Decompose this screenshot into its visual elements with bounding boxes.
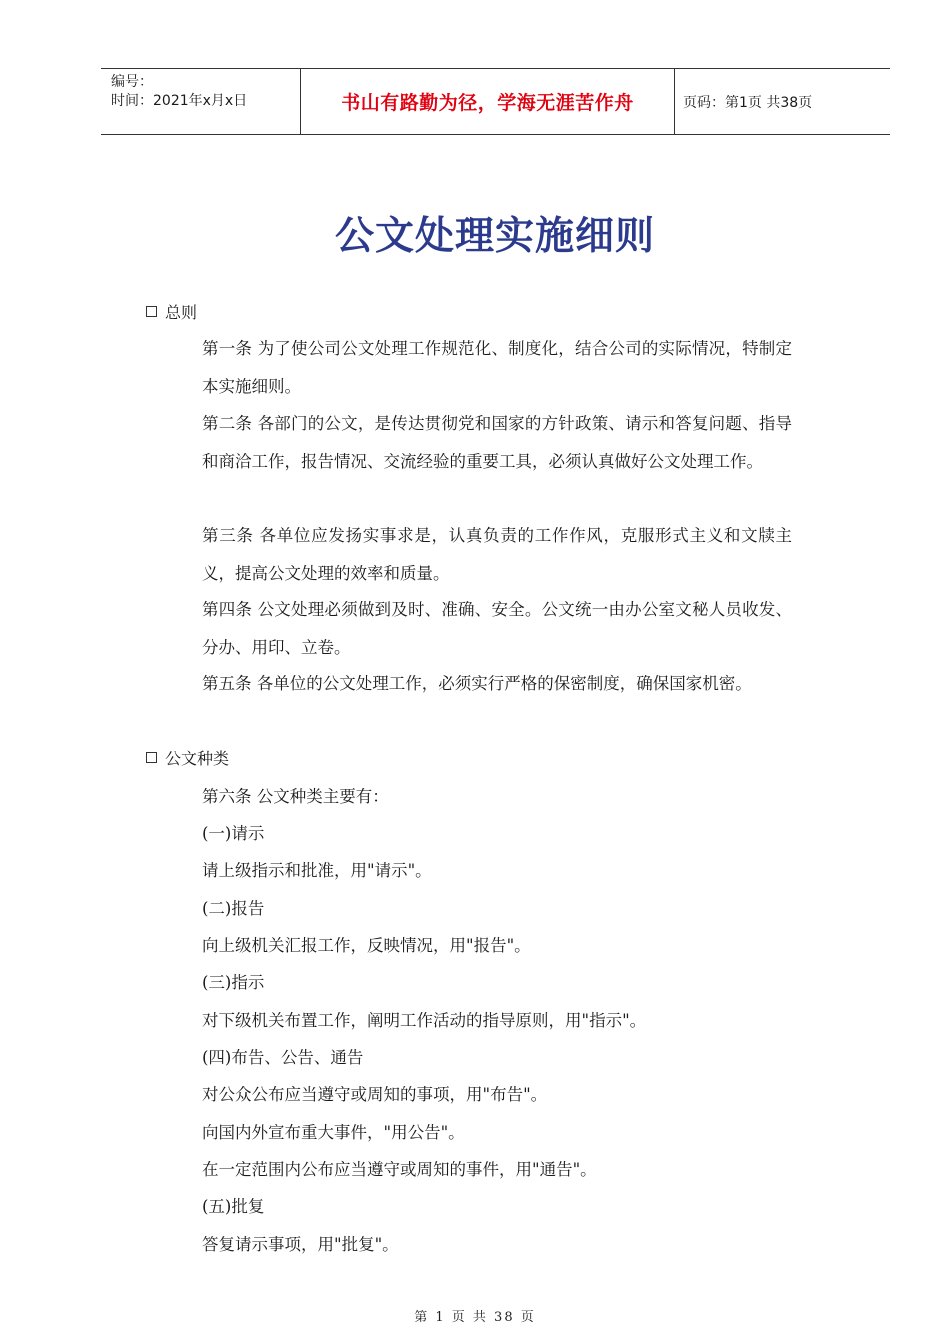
checkbox-square-icon <box>146 306 157 317</box>
type-heading-instruction: (三)指示 <box>202 973 265 992</box>
type-desc-notice-2: 向国内外宣布重大事件，"用公告"。 <box>202 1123 465 1142</box>
article-5: 第五条 各单位的公文处理工作，必须实行严格的保密制度，确保国家机密。 <box>202 674 752 693</box>
type-desc-reply: 答复请示事项，用"批复"。 <box>202 1235 399 1254</box>
header-meta <box>101 69 301 134</box>
article-4: 第四条 公文处理必须做到及时、准确、安全。公文统一由办公室文秘人员收发、分办、用印、立卷。 <box>202 600 792 657</box>
type-heading-report: (二)报告 <box>202 899 265 918</box>
page-footer: 第 1 页 共 38 页 <box>414 1310 536 1325</box>
type-desc-request: 请上级指示和批准，用"请示"。 <box>202 861 432 880</box>
type-heading-reply: (五)批复 <box>202 1197 265 1216</box>
header-time: 时间：2021年x月x日 <box>111 93 248 109</box>
type-desc-report: 向上级机关汇报工作，反映情况，用"报告"。 <box>202 936 531 955</box>
section-heading-label: 总则 <box>165 303 198 322</box>
document-title: 公文处理实施细则 <box>334 214 655 259</box>
article-2: 第二条 各部门的公文，是传达贯彻党和国家的方针政策、请示和答复问题、指导和商洽工作，报告情况、交流经验的重要工具，必须认真做好公文处理工作。 <box>202 414 792 471</box>
article-3: 第三条 各单位应发扬实事求是，认真负责的工作作风，克服形式主义和文牍主义，提高公文处理的效率和质量。 <box>202 526 792 583</box>
header-motto: 书山有路勤为径，学海无涯苦作舟 <box>301 69 675 134</box>
article-1: 第一条 为了使公司公文处理工作规范化、制度化，结合公司的实际情况，特制定本实施细则。 <box>202 339 792 396</box>
type-desc-instruction: 对下级机关布置工作，阐明工作活动的指导原则，用"指示"。 <box>202 1011 647 1030</box>
header-number: 编号： <box>111 74 153 90</box>
checkbox-square-icon <box>146 752 157 763</box>
type-desc-notice-3: 在一定范围内公布应当遵守或周知的事件，用"通告"。 <box>202 1160 597 1179</box>
section-heading-label: 公文种类 <box>165 749 230 768</box>
section-heading-types <box>146 746 229 769</box>
type-desc-notice-1: 对公众公布应当遵守或周知的事项，用"布告"。 <box>202 1085 548 1104</box>
section-heading-general <box>146 300 197 323</box>
document-header <box>101 68 890 135</box>
type-heading-request: (一)请示 <box>202 824 265 843</box>
type-heading-notice: (四)布告、公告、通告 <box>202 1048 364 1067</box>
header-page-number: 页码：第1页 共38页 <box>683 94 813 111</box>
article-6: 第六条 公文种类主要有： <box>202 787 389 806</box>
